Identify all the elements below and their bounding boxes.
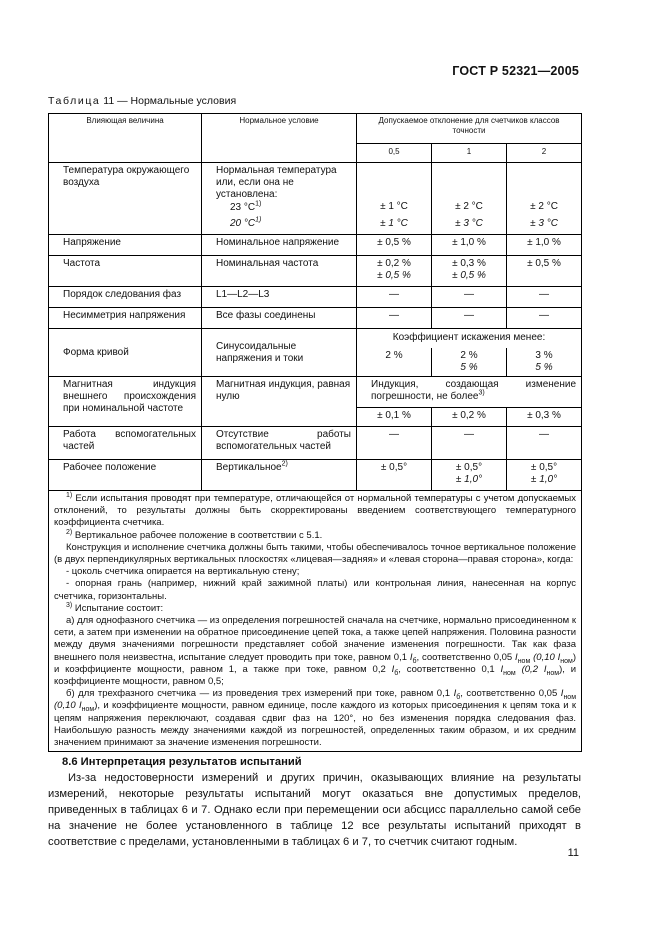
table-row: Рабочее положение Вертикальное$^{2)}$ ± 0,5° ± 0,5° ± 1,0° ± 0,5° ± 1,0° <box>49 460 582 491</box>
header-deviation: Допускаемое отклонение для счетчиков классов точности <box>357 114 582 144</box>
normal-conditions-table <box>48 113 582 752</box>
table-row: Температура окружающего воздуха Нормальная температура или, если она не установлена: 23 $^\circ С^{1)}$ ± 1 °С ± 2 °С ± 2 °С <box>49 163 582 217</box>
page-number: 11 <box>567 847 579 859</box>
table-caption: Таблица 11 — Нормальные условия <box>48 95 237 107</box>
standard-header: ГОСТ Р 52321—2005 <box>452 64 579 78</box>
row-factor: Температура окружающего воздуха <box>49 163 202 235</box>
table-header-row <box>49 114 582 144</box>
class-2: 2 <box>507 143 582 162</box>
header-factor: Влияющая величина <box>49 114 202 163</box>
table-row: ± 0,1 % ± 0,2 % ± 0,3 % <box>49 408 582 427</box>
table-row: Форма кривой Синусоидальные напряжения и токи Коэффициент искажения менее: <box>49 329 582 349</box>
class-0-5: 0,5 <box>357 143 432 162</box>
row-normal: Нормальная температура или, если она не установлена: 23 $^\circ С^{1)}$ <box>202 163 357 217</box>
class-1: 1 <box>432 143 507 162</box>
header-normal: Нормальное условие <box>202 114 357 163</box>
section-title: 8.6 Интерпретация результатов испытаний <box>62 756 302 768</box>
table-row: Напряжение Номинальное напряжение ± 0,5 % ± 1,0 % ± 1,0 % <box>49 235 582 256</box>
table-row: Магнитная индукция внешнего происхождения при номинальной частоте Магнитная индукция, равная нулю Индукция, создающая изменение погрешности, не более$^{3)}$ <box>49 377 582 408</box>
table-row: Работа вспомогательных частей Отсутствие работы вспомогательных частей — — — <box>49 427 582 460</box>
table-row: Порядок следования фаз L1—L2—L3 — — — <box>49 287 582 308</box>
table-row: 2 % 2 % 5 % 3 % 5 % <box>49 348 582 377</box>
table-notes: $^{1)}$ Если испытания проводят при температуре, отличающейся от нормальной температуры с учетом допускаемых отклонений, то результаты должны быть скорректированы введением соответствующего температурного коэффициента счетчика. $^{2)}$ Вертикальное рабочее положение в соответствии с 5.1. Конструкция и исполнение счетчика должны быть такими, чтобы обеспечивалось точное вертикальное положение (в двух перпендикулярных вертикальных плоскостях «лицевая—задняя» и «левая сторона—правая сторона», когда: - цоколь счетчика опирается на вертикальную стену; - опорная грань (например, нижний край зажимной платы) или контрольная линия, нанесенная на корпус счетчика, горизонтальны. $^{3)}$ Испытание состоит: а) для однофазного счетчика — из определения погрешностей сначала на счетчике, нормально присоединенном к сети, а затем при изменении на обратное присоединение цепей тока, а также цепей напряжения. Половина разности между двумя значениями погрешности представляет собой значение изменения погрешности. Так как фаза внешнего поля неизвестна, испытание следует проводить при токе, равном 0,1 $I_б$, соответственно 0,05 $I_{ном}$ (0,10 $I_{ном}$) и коэффициенте мощности, равном 1, а также при токе, равном 0,2 $I_б$, соответственно 0,1 $I_{ном}$ (0,2 $I_{ном}$), и коэффициенте мощности, равном 0,5; б) для трехфазного счетчика — из проведения трех измерений при токе, равном 0,1 $I_б$, соответственно 0,05 $I_{ном}$ (0,10 $I_{ном}$), и коэффициенте мощности, равном единице, после каждого из которых присоединения к цепям тока и к цепям напряжения переключают, создавая сдвиг фаз на 120°, но без изменения порядка следования фаз. Наибольшую разность между значениями каждой из погрешностей, определенных таким образом, и их средним значением принимают за значение изменения погрешности. <box>49 491 582 752</box>
table-row: 20 $^\circ С^{1)}$ ± 1 °С ± 3 °С ± 3 °С <box>49 216 582 235</box>
table-row: Несимметрия напряжения Все фазы соединены — — — <box>49 308 582 329</box>
table-row: Частота Номинальная частота ± 0,2 % ± 0,5 % ± 0,3 % ± 0,5 % ± 0,5 % <box>49 256 582 287</box>
table-notes-row <box>49 491 582 752</box>
section-body: Из-за недостоверности измерений и других причин, оказывающих влияние на результаты измерений, некоторые результаты испытаний могут оказаться вне допустимых пределов, приведенных в таблицах 6 и 7. Однако если при перемещении оси абсцисс параллельно самой себе на значение не более установленного в таблице 12 все результаты испытаний приходят в соответствие с пределами, установленными в таблицах 6 и 7, то счетчик считают годным. <box>48 772 581 848</box>
section-8-6 <box>48 754 581 850</box>
